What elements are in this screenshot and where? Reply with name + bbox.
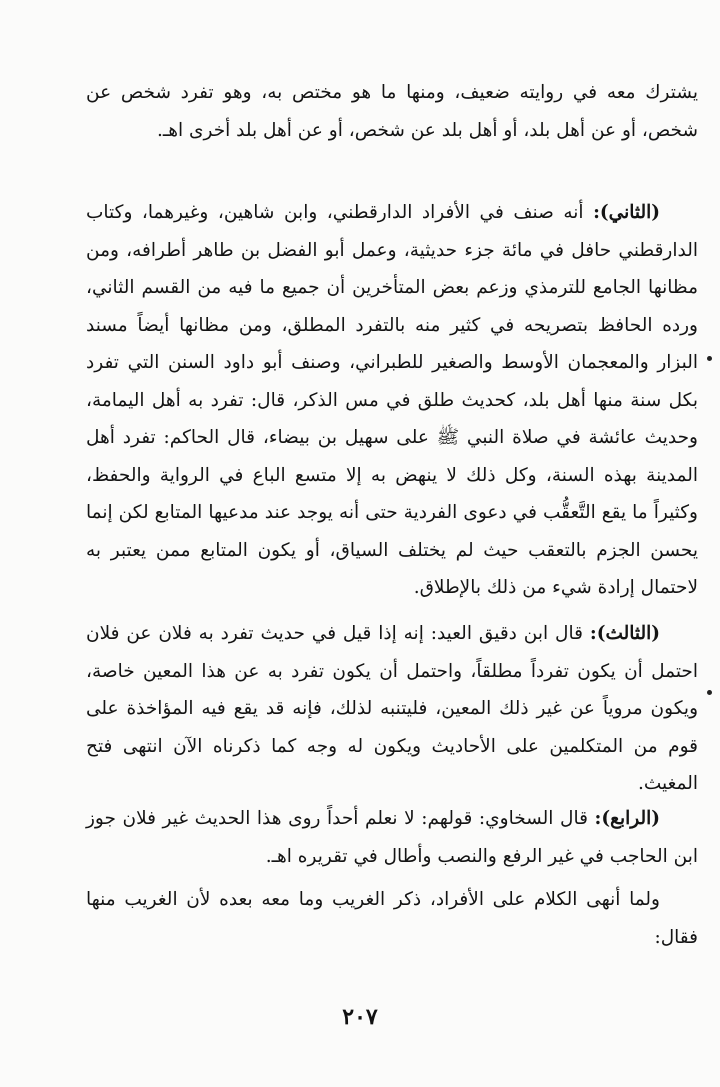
paragraph-4-body: قال السخاوي: قولهم: لا نعلم أحداً روى هذا الحديث غير فلان جوز ابن الحاجب في غير الرفع والنصب وأطال في تقريره اهـ. [86,808,698,867]
paragraph-3 [86,615,698,803]
paragraph-fourth [86,800,698,875]
paragraph-fifth [86,881,698,956]
paragraph-3-heading: (الثالث): [589,623,660,644]
paragraph-5-text: ولما أنهى الكلام على الأفراد، ذكر الغريب وما معه بعده لأن الغريب منها فقال: [86,889,698,948]
paragraph-second [86,194,698,607]
paragraph-3-body: قال ابن دقيق العيد: إنه إذا قيل في حديث تفرد به فلان عن فلان احتمل أن يكون تفرداً مطلقاً، واحتمل أن يكون تفرد به عن هذا المعين خاصة، ويكون مروياً عن غير ذلك المعين، فليتنبه لذلك، فإنه قد يقع فيه المؤاخذة على قوم من المتكلمين على الأحاديث ويكون له وجه كما ذكرناه الآن انتهى فتح المغيث. [86,623,698,794]
paragraph-continuation [86,74,698,149]
paragraph-2-body: أنه صنف في الأفراد الدارقطني، وابن شاهين، وغيرهما، وكتاب الدارقطني حافل في مائة جزء حديثية، وعمل أبو الفضل بن طاهر أطرافه، ومن مظانها الجامع للترمذي وزعم بعض المتأخرين أن جميع ما فيه من القسم الثاني، ورده الحافظ بتصريحه في كثير منه بالتفرد المطلق، ومن مظانها أيضاً مسند البزار والمعجمان الأوسط والصغير للطبراني، وصنف أبو داود السنن التي تفرد بكل سنة منها أهل بلد، كحديث طلق في مس الذكر، قال: تفرد به أهل اليمامة، وحديث عائشة في صلاة النبي ﷺ على سهيل بن بيضاء، قال الحاكم: تفرد أهل المدينة بهذه السنة، وكل ذلك لا ينهض به إلا متسع الباع في الرواية والحفظ، وكثيراً ما يقع التَّعقُّب في دعوى الفردية حتى أنه يوجد عند مدعيها المتابع لكن إنما يحسن الجزم بالتعقب حيث لم يختلف السياق، أو يكون المتابع ممن يعتبر به لاحتمال إرادة شيء من ذلك بالإطلاق. [86,202,698,598]
paragraph-2-heading: (الثاني): [593,202,660,223]
margin-dot-mark [707,356,712,361]
page-number: ٢٠٧ [342,1004,378,1030]
paragraph-1-text: يشترك معه في روايته ضعيف، ومنها ما هو مختص به، وهو تفرد شخص عن شخص، أو عن أهل بلد، أو أهل بلد عن شخص، أو عن أهل بلد أخرى اهـ. [86,82,698,141]
paragraph-third [86,615,698,803]
paragraph-2 [86,194,698,607]
paragraph-4 [86,800,698,875]
paragraph-4-heading: (الرابع): [594,808,660,829]
margin-dot-mark [707,690,712,695]
